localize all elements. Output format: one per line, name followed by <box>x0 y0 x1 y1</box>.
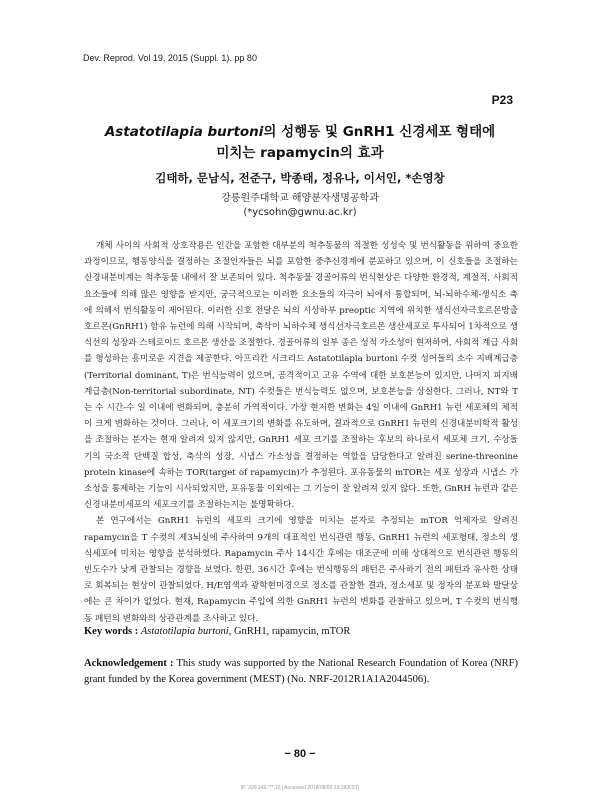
author-list: 김태하, 문남식, 전준구, 박종태, 정유나, 이서인, *손영창 <box>155 171 445 185</box>
poster-code: P23 <box>491 93 513 107</box>
keywords-species: Astatotilapia burtoni <box>140 626 229 637</box>
abstract-paragraph-2: 본 연구에서는 GnRH1 뉴런의 세포의 크기에 영향을 미치는 분자로 추정되는 mTOR 억제자로 알려진 rapamycin을 T 수컷의 제3뇌실에 주사하여 9개의 대표적인 번식관련 행동, GnRH1 뉴런의 세포형태, 정소의 생식세포에 미치는 영향을 분석하였다. Rapamycin 주사 14시간 후에는 대조군에 비해 상대적으로 번식관련 행동의 빈도수가 낮게 관찰되는 경향을 보였다. 한편, 36시간 후에는 번식행동의 패턴은 주사하기 전의 패턴과 유사한 상태로 회복되는 현상이 관찰되었다. H/E염색과 광학현미경으로 정소를 관찰한 결과, 정소세포 및 정자의 분포와 발달상에는 큰 차이가 없었다. 현재, Rapamycin 주입에 의한 GnRH1 뉴런의 변화를 관찰하고 있으며, T 수컷의 번식행동 패턴의 변화와의 상관관계를 조사하고 있다. <box>84 516 518 624</box>
title-line-2: 미치는 rapamycin의 효과 <box>216 145 384 161</box>
access-footer: IP: 220.149.***.10 | Accessed 2018/08/02 13:19(KST) <box>240 785 360 791</box>
journal-citation: Dev. Reprod. Vol 19, 2015 (Suppl. 1). pp 80 <box>83 53 257 63</box>
title-species: Astatotilapia burtoni <box>104 124 264 140</box>
paper-title <box>80 122 520 164</box>
acknowledgement-label: Acknowledgement : <box>84 658 174 669</box>
acknowledgement <box>84 656 518 688</box>
title-line-1 <box>80 122 520 143</box>
abstract-body <box>84 238 518 627</box>
keywords-label: Key words : <box>84 626 139 637</box>
acknowledgement-text: This study was supported by the National Research Foundation of Korea (NRF) grant funded by the Korea government (MEST) (No. NRF-2012R1A1A2044506). <box>84 658 518 685</box>
affiliation-email[interactable]: (*ycsohn@gwnu.ac.kr) <box>243 207 357 218</box>
affiliation <box>80 192 520 220</box>
keywords <box>84 626 518 637</box>
abstract-paragraph-1: 개체 사이의 사회적 상호작용은 인간을 포함한 대부분의 척추동물의 적절한 성성숙 및 번식활동을 위하여 중요한 과정이므로, 행동양식을 결정하는 조절인자들은 뇌를 포함한 중추신경계에 분포하고 있으며, 이 신호들을 조절하는 신경내분비계는 척추동물 내에서 잘 보존되어 있다. 척추동물 경골어류의 번식현상은 다양한 환경적, 계절적, 사회적 요소들에 의해 많은 영향을 받지만, 궁극적으로는 이러한 요소들의 자극이 뇌에서 통합되며, 뇌-뇌하수체-생식소 축에 의해서 번식활동이 제어된다. 이러한 신호 전달은 뇌의 시상하부 preoptic 지역에 위치한 생식선자극호르몬방출호르몬(GnRH1) 함유 뉴런에 의해 시작되며, 축삭이 뇌하수체 생식선자극호르몬 생산세포로 투사되어 1차적으로 생식선의 성장과 스테로이드 호르몬 생산을 조절한다. 경골어류의 일부 종은 성적 가소성이 현저하며, 사회적 계급 사회를 형성하는 흥미로운 지견을 제공한다. 아프리칸 시크리드 Astatotilapia burtoni 수컷 성어들의 소수 지배계급층(Territorial dominant, T)은 번식능력이 있으며, 공격적이고 고유 수역에 대한 보호본능이 있지만, 나머지 피지배계급층(Non-territorial subordinate, NT) 수컷들은 번식능력도 없으며, 보호본능을 상실한다. 그러나, NT와 T는 수 시간-수 일 이내에 변화되며, 충분히 가역적이다. 가장 현저한 변화는 4일 이내에 GnRH1 뉴런 세포체의 체적이 크게 변화하는 것이다. 그러나, 이 세포크기의 변화를 유도하며, 결과적으로 GnRH1 뉴런의 신경내분비학적 활성을 조절하는 분자는 현재 알려져 있지 않지만, GnRH1 세포 크기를 조절하는 후보의 하나로서 세포체 크기, 수상돌기의 국소적 단백질 합성, 축삭의 성장, 시냅스 가소성을 결정하는 역할을 담당한다고 알려진 serine-threonine protein kinase에 속하는 TOR(target of rapamycin)가 추정된다. 포유동물의 mTOR는 세포 성장과 시냅스 가소성을 통제하는 기능이 시사되었지만, 포유동물 이외에는 그 기능이 잘 알려져 있지 않다. 또한, GnRH 뉴런과 같은 신경내분비세포의 세포크기를 조절하는지는 불명확하다. <box>84 241 518 511</box>
affiliation-institution: 강릉원주대학교 해양분자생명공학과 <box>221 193 379 204</box>
title-line-1-rest: 의 성행동 및 GnRH1 신경세포 형태에 <box>263 124 496 140</box>
keywords-rest: , GnRH1, rapamycin, mTOR <box>228 626 351 637</box>
page-number: − 80 − <box>284 748 316 760</box>
